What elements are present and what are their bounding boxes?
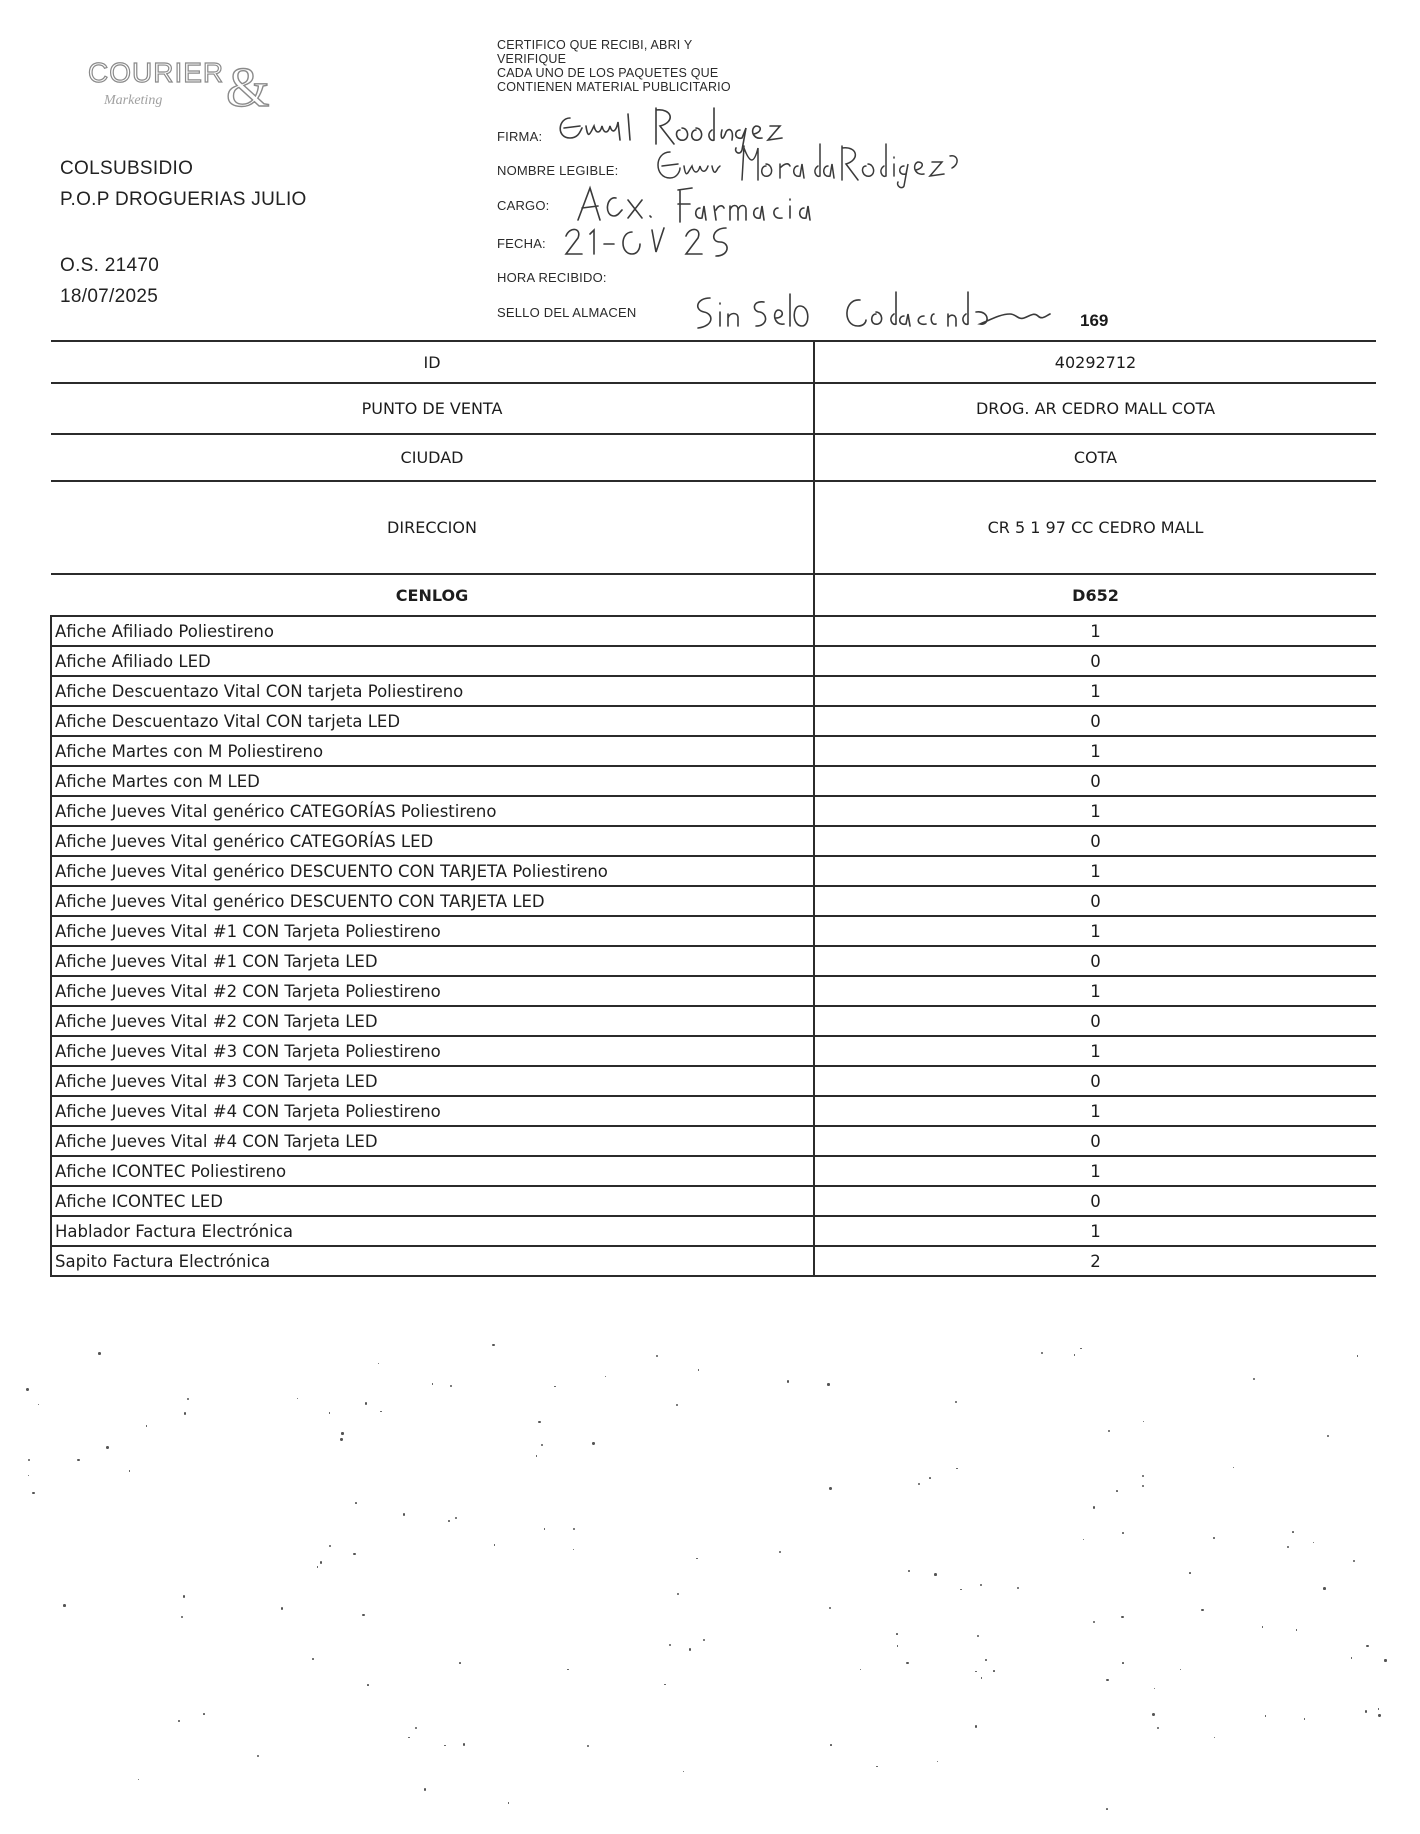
scan-speck bbox=[827, 1383, 829, 1385]
scan-speck bbox=[573, 1549, 574, 1550]
courier-logo-icon bbox=[84, 48, 274, 124]
scan-speck bbox=[28, 1475, 30, 1477]
item-quantity: 0 bbox=[814, 946, 1376, 976]
item-name: Afiche Jueves Vital #4 CON Tarjeta LED bbox=[51, 1126, 814, 1156]
table-row bbox=[51, 796, 1376, 826]
stamp-number: 169 bbox=[1080, 311, 1109, 330]
table-row bbox=[51, 1036, 1376, 1066]
scan-speck bbox=[538, 1421, 541, 1424]
scan-speck bbox=[1378, 1708, 1380, 1710]
cert-line: VERIFIQUE bbox=[497, 52, 567, 66]
scan-speck bbox=[1366, 1645, 1368, 1647]
scan-speck bbox=[1353, 1560, 1355, 1562]
item-name: Afiche Martes con M LED bbox=[51, 766, 814, 796]
item-name: Afiche ICONTEC Poliestireno bbox=[51, 1156, 814, 1186]
table-row bbox=[51, 826, 1376, 856]
item-name: Afiche Jueves Vital #1 CON Tarjeta LED bbox=[51, 946, 814, 976]
scan-speck bbox=[656, 1355, 658, 1357]
scan-speck bbox=[993, 1670, 995, 1672]
item-quantity: 1 bbox=[814, 976, 1376, 1006]
item-name: Afiche Jueves Vital #4 CON Tarjeta Poliestireno bbox=[51, 1096, 814, 1126]
scan-speck bbox=[463, 1743, 465, 1745]
table-row bbox=[51, 1066, 1376, 1096]
scan-speck bbox=[455, 1517, 457, 1519]
scan-speck bbox=[329, 1545, 332, 1548]
scan-speck bbox=[1080, 1348, 1081, 1349]
scan-speck bbox=[1313, 1542, 1314, 1543]
scan-speck bbox=[181, 1616, 183, 1618]
item-name: Sapito Factura Electrónica bbox=[51, 1246, 814, 1276]
item-name: Afiche Jueves Vital #1 CON Tarjeta Poliestireno bbox=[51, 916, 814, 946]
scan-speck bbox=[403, 1513, 406, 1516]
info-row bbox=[51, 383, 1376, 434]
company-name: COLSUBSIDIO bbox=[60, 158, 194, 179]
info-value: 40292712 bbox=[814, 341, 1376, 383]
scan-speck bbox=[830, 1744, 832, 1746]
scan-speck bbox=[829, 1487, 832, 1490]
scan-speck bbox=[703, 1639, 705, 1641]
scan-speck bbox=[1154, 1688, 1156, 1690]
table-row bbox=[51, 1246, 1376, 1276]
item-quantity: 1 bbox=[814, 1036, 1376, 1066]
table-row bbox=[51, 886, 1376, 916]
project-name: P.O.P DROGUERIAS JULIO bbox=[60, 189, 307, 210]
item-quantity: 1 bbox=[814, 736, 1376, 766]
item-quantity: 0 bbox=[814, 1006, 1376, 1036]
scan-speck bbox=[1323, 1587, 1326, 1590]
item-quantity: 1 bbox=[814, 856, 1376, 886]
scan-speck bbox=[918, 1483, 920, 1485]
certification-text bbox=[497, 38, 827, 94]
info-row bbox=[51, 341, 1376, 383]
scan-speck bbox=[876, 1766, 877, 1767]
item-quantity: 1 bbox=[814, 1156, 1376, 1186]
scan-speck bbox=[320, 1561, 323, 1564]
scan-speck bbox=[1296, 1629, 1298, 1631]
scan-speck bbox=[829, 1607, 831, 1609]
item-name: Afiche Jueves Vital #3 CON Tarjeta LED bbox=[51, 1066, 814, 1096]
scan-speck bbox=[1357, 1355, 1359, 1357]
item-name: Afiche ICONTEC LED bbox=[51, 1186, 814, 1216]
table-row bbox=[51, 1096, 1376, 1126]
table-row bbox=[51, 676, 1376, 706]
scan-speck bbox=[1108, 1430, 1110, 1432]
scan-speck bbox=[1142, 1475, 1144, 1477]
scan-speck bbox=[1122, 1662, 1124, 1664]
table-row bbox=[51, 646, 1376, 676]
info-label: ID bbox=[51, 341, 814, 383]
table-row bbox=[51, 1006, 1376, 1036]
scan-speck bbox=[1378, 1714, 1380, 1716]
svg-text:COURIER: COURIER bbox=[88, 57, 225, 88]
scan-speck bbox=[1214, 1737, 1215, 1738]
scan-speck bbox=[450, 1385, 453, 1388]
item-quantity: 2 bbox=[814, 1246, 1376, 1276]
info-value: DROG. AR CEDRO MALL COTA bbox=[814, 383, 1376, 434]
item-name: Afiche Afiliado Poliestireno bbox=[51, 616, 814, 646]
scan-speck bbox=[1093, 1621, 1095, 1623]
cert-line: CONTIENEN MATERIAL PUBLICITARIO bbox=[497, 80, 731, 94]
delivery-table bbox=[50, 340, 1376, 1277]
info-value: CR 5 1 97 CC CEDRO MALL bbox=[814, 481, 1376, 574]
scan-speck bbox=[415, 1727, 417, 1729]
scan-speck bbox=[1213, 1537, 1215, 1539]
item-quantity: 0 bbox=[814, 766, 1376, 796]
info-label: CENLOG bbox=[51, 574, 814, 616]
table-row bbox=[51, 976, 1376, 1006]
info-row bbox=[51, 574, 1376, 616]
table-row bbox=[51, 766, 1376, 796]
item-quantity: 1 bbox=[814, 616, 1376, 646]
svg-text:Marketing: Marketing bbox=[104, 93, 163, 108]
handwritten-stamp-note bbox=[690, 290, 1090, 341]
item-quantity: 1 bbox=[814, 676, 1376, 706]
item-name: Afiche Jueves Vital genérico CATEGORÍAS LED bbox=[51, 826, 814, 856]
scan-speck bbox=[340, 1438, 342, 1440]
scan-speck bbox=[960, 1589, 962, 1591]
scan-speck bbox=[365, 1402, 367, 1404]
item-name: Afiche Jueves Vital genérico DESCUENTO CON TARJETA LED bbox=[51, 886, 814, 916]
cert-line: CADA UNO DE LOS PAQUETES QUE bbox=[497, 66, 719, 80]
handwritten-date bbox=[560, 222, 730, 269]
scan-speck bbox=[1142, 1485, 1144, 1487]
scan-speck bbox=[1041, 1352, 1043, 1354]
scan-speck bbox=[906, 1662, 908, 1664]
info-value: D652 bbox=[814, 574, 1376, 616]
scan-speck bbox=[297, 1398, 298, 1399]
scan-speck bbox=[896, 1633, 898, 1635]
fecha-label: FECHA: bbox=[497, 236, 546, 251]
item-rows bbox=[51, 616, 1376, 1276]
scan-speck bbox=[98, 1352, 101, 1355]
scan-speck bbox=[587, 1745, 589, 1747]
cargo-label: CARGO: bbox=[497, 198, 550, 213]
scan-speck bbox=[544, 1528, 546, 1530]
item-name: Afiche Descuentazo Vital CON tarjeta Poliestireno bbox=[51, 676, 814, 706]
scan-speck bbox=[1180, 1669, 1181, 1670]
scan-speck bbox=[1122, 1532, 1124, 1534]
scan-speck bbox=[494, 1544, 496, 1546]
table-row bbox=[51, 706, 1376, 736]
scan-speck bbox=[980, 1584, 982, 1586]
scan-speck bbox=[1017, 1587, 1019, 1589]
item-name: Afiche Descuentazo Vital CON tarjeta LED bbox=[51, 706, 814, 736]
order-number: O.S. 21470 bbox=[60, 255, 160, 276]
scan-speck bbox=[860, 1669, 861, 1670]
scan-speck bbox=[985, 1659, 987, 1661]
scan-speck bbox=[492, 1344, 494, 1346]
scan-speck bbox=[508, 1802, 509, 1803]
scan-speck bbox=[592, 1442, 594, 1444]
scan-speck bbox=[1093, 1506, 1096, 1509]
company-logo bbox=[84, 48, 274, 124]
scan-speck bbox=[1152, 1713, 1155, 1716]
scan-speck bbox=[312, 1658, 314, 1660]
firma-label: FIRMA: bbox=[497, 129, 543, 144]
scan-speck bbox=[281, 1607, 283, 1609]
item-name: Afiche Jueves Vital #2 CON Tarjeta Poliestireno bbox=[51, 976, 814, 1006]
scan-speck bbox=[955, 1401, 957, 1403]
table-row bbox=[51, 1216, 1376, 1246]
item-name: Afiche Jueves Vital genérico DESCUENTO CON TARJETA Poliestireno bbox=[51, 856, 814, 886]
table-row bbox=[51, 616, 1376, 646]
scan-speck bbox=[28, 1459, 30, 1461]
scan-speck bbox=[1143, 1421, 1144, 1422]
sello-label: SELLO DEL ALMACEN bbox=[497, 305, 637, 320]
scan-speck bbox=[1384, 1659, 1386, 1661]
scan-speck bbox=[257, 1755, 259, 1757]
scan-speck bbox=[929, 1477, 931, 1479]
table-row bbox=[51, 856, 1376, 886]
cert-line: CERTIFICO QUE RECIBI, ABRI Y bbox=[497, 38, 693, 52]
scan-speck bbox=[459, 1662, 461, 1664]
svg-text:&: & bbox=[226, 57, 270, 119]
scan-speck bbox=[779, 1551, 781, 1553]
scan-speck bbox=[908, 1570, 910, 1572]
item-quantity: 1 bbox=[814, 796, 1376, 826]
table-row bbox=[51, 1126, 1376, 1156]
table-row bbox=[51, 1186, 1376, 1216]
scan-speck bbox=[1265, 1715, 1266, 1716]
table-row bbox=[51, 916, 1376, 946]
scan-speck bbox=[1233, 1467, 1234, 1468]
scan-speck bbox=[367, 1684, 369, 1686]
scan-speck bbox=[676, 1404, 679, 1407]
scan-speck bbox=[353, 1553, 355, 1555]
scan-speck bbox=[1116, 1490, 1118, 1492]
scan-speck bbox=[1287, 1546, 1289, 1548]
scan-speck bbox=[934, 1573, 937, 1576]
scan-speck bbox=[1121, 1616, 1124, 1619]
scan-speck bbox=[1262, 1626, 1263, 1627]
scan-speck bbox=[448, 1520, 450, 1522]
info-value: COTA bbox=[814, 434, 1376, 481]
scan-speck bbox=[203, 1713, 205, 1715]
scan-speck bbox=[178, 1720, 180, 1722]
scan-speck bbox=[977, 1635, 979, 1637]
scan-speck bbox=[975, 1725, 977, 1727]
scan-speck bbox=[1157, 1727, 1159, 1729]
scan-speck bbox=[664, 1684, 666, 1686]
scan-speck bbox=[1304, 1718, 1305, 1719]
info-row bbox=[51, 481, 1376, 574]
scan-speck bbox=[362, 1614, 365, 1617]
scan-speck bbox=[573, 1528, 576, 1531]
info-label: PUNTO DE VENTA bbox=[51, 383, 814, 434]
scan-speck bbox=[1365, 1710, 1367, 1712]
scan-speck bbox=[63, 1604, 66, 1607]
scan-speck bbox=[432, 1383, 434, 1385]
scan-speck bbox=[1351, 1657, 1353, 1659]
item-quantity: 1 bbox=[814, 1216, 1376, 1246]
table-row bbox=[51, 1156, 1376, 1186]
scan-speck bbox=[1327, 1435, 1329, 1437]
scan-speck bbox=[669, 1644, 671, 1646]
scan-speck bbox=[1201, 1609, 1203, 1611]
info-row bbox=[51, 434, 1376, 481]
scan-speck bbox=[1074, 1354, 1075, 1355]
scan-speck bbox=[32, 1492, 34, 1494]
item-quantity: 0 bbox=[814, 706, 1376, 736]
scan-speck bbox=[380, 1411, 381, 1412]
item-name: Afiche Jueves Vital #3 CON Tarjeta Poliestireno bbox=[51, 1036, 814, 1066]
scan-speck bbox=[424, 1788, 426, 1790]
item-quantity: 1 bbox=[814, 1096, 1376, 1126]
item-name: Afiche Afiliado LED bbox=[51, 646, 814, 676]
scan-speck bbox=[975, 1671, 976, 1672]
scan-speck bbox=[1106, 1808, 1108, 1810]
scan-speck bbox=[956, 1468, 957, 1469]
scan-speck bbox=[355, 1502, 357, 1504]
scan-speck bbox=[981, 1677, 983, 1679]
scan-speck bbox=[1292, 1531, 1294, 1533]
hora-label: HORA RECIBIDO: bbox=[497, 270, 607, 285]
scan-speck bbox=[317, 1566, 318, 1567]
scan-speck bbox=[1189, 1572, 1191, 1574]
scan-speck bbox=[187, 1398, 189, 1400]
scan-speck bbox=[536, 1455, 538, 1457]
scan-speck bbox=[541, 1444, 543, 1446]
scan-speck bbox=[689, 1648, 692, 1651]
scan-speck bbox=[408, 1737, 409, 1738]
scan-speck bbox=[106, 1446, 109, 1449]
scan-speck bbox=[183, 1595, 186, 1598]
scan-speck bbox=[184, 1412, 187, 1415]
scan-speck bbox=[444, 1745, 445, 1746]
scan-speck bbox=[26, 1388, 29, 1391]
scan-speck bbox=[77, 1459, 79, 1461]
item-name: Afiche Jueves Vital genérico CATEGORÍAS Poliestireno bbox=[51, 796, 814, 826]
item-name: Afiche Martes con M Poliestireno bbox=[51, 736, 814, 766]
scan-speck bbox=[698, 1369, 700, 1371]
table-row bbox=[51, 736, 1376, 766]
scan-speck bbox=[138, 1779, 139, 1780]
scan-speck bbox=[129, 1470, 130, 1471]
table-row bbox=[51, 946, 1376, 976]
scan-speck bbox=[1106, 1679, 1108, 1681]
info-label: CIUDAD bbox=[51, 434, 814, 481]
scan-speck bbox=[897, 1645, 899, 1647]
item-name: Afiche Jueves Vital #2 CON Tarjeta LED bbox=[51, 1006, 814, 1036]
scan-speck bbox=[329, 1412, 330, 1413]
item-name: Hablador Factura Electrónica bbox=[51, 1216, 814, 1246]
scan-speck bbox=[605, 1376, 606, 1377]
scan-speck bbox=[937, 1761, 939, 1763]
item-quantity: 1 bbox=[814, 916, 1376, 946]
scan-speck bbox=[38, 1404, 39, 1405]
scan-speck bbox=[696, 1558, 698, 1560]
item-quantity: 0 bbox=[814, 1186, 1376, 1216]
scan-speck bbox=[567, 1669, 568, 1670]
scan-speck bbox=[554, 1386, 555, 1387]
item-quantity: 0 bbox=[814, 886, 1376, 916]
scan-speck bbox=[1253, 1378, 1255, 1380]
scan-speck bbox=[378, 1363, 379, 1364]
scan-speck bbox=[1083, 1539, 1084, 1540]
item-quantity: 0 bbox=[814, 646, 1376, 676]
scan-speck bbox=[146, 1425, 147, 1426]
scan-speck bbox=[787, 1380, 790, 1383]
nombre-label: NOMBRE LEGIBLE: bbox=[497, 163, 619, 178]
info-label: DIRECCION bbox=[51, 481, 814, 574]
item-quantity: 0 bbox=[814, 1126, 1376, 1156]
scan-speck bbox=[677, 1593, 680, 1596]
scan-speck bbox=[683, 1771, 684, 1772]
scan-speck bbox=[341, 1432, 343, 1434]
item-quantity: 0 bbox=[814, 826, 1376, 856]
order-date: 18/07/2025 bbox=[60, 286, 159, 307]
item-quantity: 0 bbox=[814, 1066, 1376, 1096]
